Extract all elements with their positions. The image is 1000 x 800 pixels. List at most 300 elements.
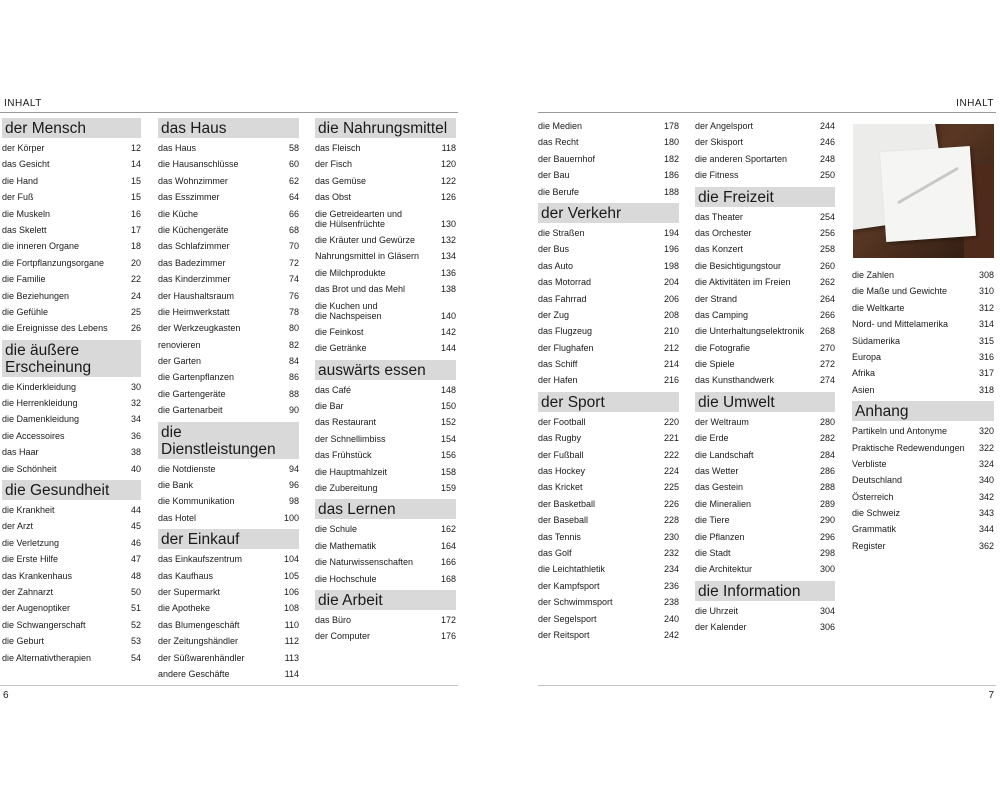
entry-page: 274: [819, 375, 835, 386]
toc-entry: [158, 620, 299, 630]
toc-entry: [158, 571, 299, 581]
toc-entry: [695, 154, 835, 164]
section-title: der Mensch: [2, 118, 141, 138]
toc-entry: [158, 513, 299, 523]
entry-page: 66: [288, 208, 299, 219]
entry-label: das Hockey: [538, 466, 586, 477]
toc-entry: [315, 631, 456, 641]
entry-page: 248: [819, 153, 835, 164]
entry-page: 22: [130, 274, 141, 285]
toc-entry: [852, 270, 994, 280]
entry-page: 310: [978, 286, 994, 297]
toc-entry: [538, 294, 679, 304]
entry-page: 113: [284, 652, 299, 663]
toc-entry: [852, 319, 994, 329]
entry-label: die Straßen: [538, 227, 585, 238]
entry-page: 186: [663, 170, 679, 181]
entry-label: der Zug: [538, 309, 570, 320]
entry-label: die Getränke: [315, 343, 367, 354]
entry-label: der Haushaltsraum: [158, 290, 235, 301]
entry-page: 280: [819, 416, 835, 427]
entry-page: 238: [663, 597, 679, 608]
toc-section: [158, 422, 299, 523]
toc-entry: [315, 385, 456, 395]
entry-page: 90: [288, 405, 299, 416]
entry-label: die Accessoires: [2, 430, 65, 441]
entry-label: der Weltraum: [695, 416, 749, 427]
toc-entry: [852, 352, 994, 362]
toc-section: [158, 529, 299, 679]
entry-page: 62: [288, 175, 299, 186]
entry-page: 134: [440, 251, 456, 262]
entry-label: das Wohnzimmer: [158, 175, 228, 186]
entry-page: 104: [283, 554, 299, 565]
entry-page: 230: [663, 531, 679, 542]
entry-page: 198: [663, 260, 679, 271]
toc-entry: [538, 228, 679, 238]
toc-section: [695, 392, 835, 575]
entry-page: 30: [130, 381, 141, 392]
entry-label: das Haar: [2, 447, 39, 458]
toc-entry: [538, 375, 679, 385]
toc-entry: [538, 170, 679, 180]
toc-entry: [695, 515, 835, 525]
entry-label: die Bar: [315, 401, 344, 412]
toc-entry: [158, 323, 299, 333]
entry-page: 138: [440, 284, 456, 295]
entry-label: der Segelsport: [538, 613, 597, 624]
entry-page: 180: [663, 137, 679, 148]
toc-entry: [852, 336, 994, 346]
entry-page: 53: [130, 636, 141, 647]
entry-page: 254: [819, 211, 835, 222]
toc-entry: [695, 326, 835, 336]
entry-page: 264: [819, 293, 835, 304]
toc-entry: [315, 251, 456, 261]
entry-label: das Krankenhaus: [2, 570, 73, 581]
toc-entry: [2, 398, 141, 408]
toc-entry: [315, 450, 456, 460]
entry-label: Nahrungsmittel in Gläsern: [315, 251, 420, 262]
entry-label: die Krankheit: [2, 505, 55, 516]
entry-page: 226: [663, 498, 679, 509]
entry-page: 142: [440, 326, 456, 337]
entry-label: die Küchengeräte: [158, 224, 229, 235]
entry-label: die Architektur: [695, 564, 753, 575]
entry-label: das Frühstück: [315, 450, 372, 461]
toc-entry: [695, 212, 835, 222]
toc-entry: [538, 343, 679, 353]
entry-label: die Zahlen: [852, 270, 895, 280]
entry-page: 306: [819, 622, 835, 633]
entry-label: die Küche: [158, 208, 199, 219]
entry-label: die Hausanschlüsse: [158, 159, 239, 170]
entry-page: 70: [288, 241, 299, 252]
entry-page: 40: [130, 463, 141, 474]
entry-label: der Kampfsport: [538, 580, 600, 591]
toc-entry: [538, 466, 679, 476]
toc-entry: [852, 303, 994, 313]
toc-section: [315, 499, 456, 583]
entry-label: der Kalender: [695, 622, 747, 633]
entry-label: das Hotel: [158, 512, 197, 523]
entry-page: 144: [440, 343, 456, 354]
entry-label: der Zeitungshändler: [158, 636, 239, 647]
entry-label: das Camping: [695, 309, 749, 320]
entry-label: der Bau: [538, 170, 570, 181]
footer-rule-left: [0, 685, 458, 686]
entry-page: 136: [440, 267, 456, 278]
entry-label: die Medien: [538, 121, 583, 131]
entry-page: 298: [819, 547, 835, 558]
entry-page: 308: [978, 270, 994, 280]
entry-page: 80: [288, 323, 299, 334]
page-number-left: 6: [3, 690, 9, 701]
toc-section: [852, 270, 994, 395]
toc-entry: [2, 571, 141, 581]
toc-entry: [852, 443, 994, 453]
entry-label: das Schlafzimmer: [158, 241, 230, 252]
section-title: auswärts essen: [315, 360, 456, 380]
entry-label: die Schwangerschaft: [2, 619, 86, 630]
entry-page: 168: [440, 573, 456, 584]
toc-entry: [315, 541, 456, 551]
entry-page: 12: [130, 143, 141, 153]
entry-page: 315: [978, 335, 994, 346]
toc-entry: [315, 301, 456, 321]
entry-label: das Gemüse: [315, 175, 367, 186]
toc-column-2: [158, 118, 299, 685]
entry-label: die Unterhaltungselektronik: [695, 326, 805, 337]
toc-entry: [695, 466, 835, 476]
toc-entry: [158, 241, 299, 251]
toc-entry: [695, 310, 835, 320]
entry-page: 48: [130, 570, 141, 581]
entry-page: 234: [663, 564, 679, 575]
entry-page: 214: [663, 359, 679, 370]
section-title: die Nahrungsmittel: [315, 118, 456, 138]
entry-label: die Beziehungen: [2, 290, 70, 301]
entry-page: 262: [819, 277, 835, 288]
entry-page: 46: [130, 537, 141, 548]
entry-label: die Schweiz: [852, 508, 901, 519]
entry-page: 16: [130, 208, 141, 219]
entry-page: 38: [130, 447, 141, 458]
toc-entry: [852, 524, 994, 534]
toc-entry: [158, 209, 299, 219]
toc-entry: [695, 170, 835, 180]
section-title: die äußere Erscheinung: [2, 340, 141, 377]
entry-page: 362: [978, 540, 994, 551]
toc-entry: [315, 467, 456, 477]
entry-label: der Zahnarzt: [2, 586, 54, 597]
entry-label: die Mathematik: [315, 540, 377, 551]
entry-page: 58: [288, 143, 299, 153]
entry-label: Afrika: [852, 368, 876, 379]
entry-label: das Kaufhaus: [158, 570, 214, 581]
entry-page: 98: [288, 496, 299, 507]
entry-label: Partikeln und Antonyme: [852, 426, 948, 437]
entry-page: 132: [440, 234, 456, 245]
toc-entry: [538, 326, 679, 336]
entry-label: das Tennis: [538, 531, 581, 542]
toc-entry: [852, 286, 994, 296]
entry-label: der Augenoptiker: [2, 603, 71, 614]
entry-label: renovieren: [158, 339, 201, 350]
entry-label: das Flugzeug: [538, 326, 593, 337]
section-title: Anhang: [852, 401, 994, 421]
toc-entry: [695, 375, 835, 385]
entry-label: die Pflanzen: [695, 531, 745, 542]
entry-page: 122: [440, 175, 456, 186]
entry-page: 51: [130, 603, 141, 614]
toc-entry: [158, 356, 299, 366]
entry-label: der Strand: [695, 293, 738, 304]
entry-label: das Motorrad: [538, 277, 592, 288]
toc-entry: [158, 307, 299, 317]
entry-label: das Badezimmer: [158, 257, 226, 268]
entry-page: 60: [288, 159, 299, 170]
entry-page: 100: [283, 512, 299, 523]
entry-page: 120: [440, 159, 456, 170]
toc-entry: [158, 258, 299, 268]
entry-label: die inneren Organe: [2, 241, 80, 252]
entry-label: die Kuchen und die Nachspeisen: [315, 300, 382, 321]
page-number-right: 7: [988, 690, 994, 701]
toc-entry: [538, 277, 679, 287]
entry-page: 106: [283, 586, 299, 597]
entry-label: die Landschaft: [695, 449, 754, 460]
entry-label: das Kricket: [538, 482, 583, 493]
toc-entry: [695, 228, 835, 238]
entry-page: 272: [819, 359, 835, 370]
toc-entry: [695, 294, 835, 304]
toc-entry: [695, 450, 835, 460]
toc-entry: [158, 636, 299, 646]
section-title: das Haus: [158, 118, 299, 138]
header-rule-right: [538, 112, 996, 113]
entry-label: der Reitsport: [538, 629, 590, 640]
toc-entry: [2, 521, 141, 531]
toc-entry: [158, 587, 299, 597]
toc-entry: [695, 277, 835, 287]
entry-page: 208: [663, 309, 679, 320]
toc-entry: [2, 274, 141, 284]
entry-page: 47: [130, 554, 141, 565]
entry-page: 256: [819, 227, 835, 238]
entry-label: die Apotheke: [158, 603, 211, 614]
toc-entry: [2, 143, 141, 153]
toc-entry: [315, 401, 456, 411]
toc-entry: [315, 483, 456, 493]
toc-entry: [315, 557, 456, 567]
entry-label: Deutschland: [852, 475, 903, 486]
entry-page: 270: [819, 342, 835, 353]
toc-entry: [158, 480, 299, 490]
toc-entry: [695, 499, 835, 509]
toc-entry: [538, 630, 679, 640]
entry-label: die Feinkost: [315, 326, 364, 337]
entry-label: die Leichtathletik: [538, 564, 606, 575]
entry-label: der Fisch: [315, 159, 353, 170]
entry-label: Grammatik: [852, 524, 897, 535]
entry-label: das Kunsthandwerk: [695, 375, 775, 386]
toc-entry: [538, 532, 679, 542]
entry-label: die Gartenarbeit: [158, 405, 223, 416]
entry-label: die Heimwerkstatt: [158, 306, 230, 317]
entry-label: die Fortpflanzungsorgane: [2, 257, 105, 268]
toc-entry: [2, 636, 141, 646]
entry-label: Register: [852, 540, 886, 551]
toc-entry: [158, 159, 299, 169]
entry-label: das Rugby: [538, 433, 582, 444]
toc-section: [315, 118, 456, 353]
entry-label: der Garten: [158, 356, 202, 367]
header-left-label: INHALT: [4, 98, 42, 109]
toc-entry: [158, 464, 299, 474]
toc-entry: [538, 310, 679, 320]
entry-page: 266: [819, 309, 835, 320]
entry-page: 86: [288, 372, 299, 383]
entry-page: 290: [819, 515, 835, 526]
entry-page: 25: [130, 306, 141, 317]
entry-label: das Fleisch: [315, 143, 361, 153]
toc-entry: [2, 225, 141, 235]
entry-page: 242: [663, 629, 679, 640]
entry-label: das Haus: [158, 143, 197, 153]
header-right-label: INHALT: [956, 98, 994, 109]
toc-entry: [538, 261, 679, 271]
section-title: die Umwelt: [695, 392, 835, 412]
toc-entry: [315, 417, 456, 427]
entry-label: das Orchester: [695, 227, 752, 238]
entry-label: die Maße und Gewichte: [852, 286, 948, 297]
toc-entry: [538, 137, 679, 147]
toc-entry: [2, 447, 141, 457]
footer-rule-right: [538, 685, 996, 686]
toc-entry: [538, 359, 679, 369]
entry-label: die Getreidearten und die Hülsenfrüchte: [315, 208, 403, 229]
toc-entry: [538, 499, 679, 509]
toc-entry: [695, 121, 835, 131]
entry-page: 210: [663, 326, 679, 337]
toc-entry: [2, 653, 141, 663]
toc-entry: [695, 433, 835, 443]
toc-entry: [2, 505, 141, 515]
entry-page: 343: [978, 508, 994, 519]
toc-entry: [538, 244, 679, 254]
entry-label: die Damenkleidung: [2, 414, 80, 425]
entry-label: die Stadt: [695, 547, 731, 558]
toc-entry: [158, 554, 299, 564]
entry-label: die Kommunikation: [158, 496, 235, 507]
toc-entry: [2, 554, 141, 564]
entry-page: 236: [663, 580, 679, 591]
entry-label: die Uhrzeit: [695, 605, 739, 616]
entry-page: 206: [663, 293, 679, 304]
entry-page: 318: [978, 384, 994, 395]
entry-page: 340: [978, 475, 994, 486]
section-title: die Gesundheit: [2, 480, 141, 500]
entry-label: die Milchprodukte: [315, 267, 386, 278]
entry-label: die Hauptmahlzeit: [315, 466, 388, 477]
entry-label: der Baseball: [538, 515, 589, 526]
entry-label: das Gesicht: [2, 159, 50, 170]
toc-entry: [315, 434, 456, 444]
toc-entry: [852, 492, 994, 502]
entry-label: der Computer: [315, 631, 371, 642]
toc-entry: [2, 159, 141, 169]
toc-entry: [2, 431, 141, 441]
toc-entry: [2, 538, 141, 548]
entry-label: die Kräuter und Gewürze: [315, 234, 416, 245]
toc-entry: [2, 464, 141, 474]
toc-entry: [2, 291, 141, 301]
toc-entry: [158, 372, 299, 382]
desk-photo-icon: [853, 124, 994, 258]
toc-entry: [2, 323, 141, 333]
entry-page: 222: [663, 449, 679, 460]
toc-entry: [315, 268, 456, 278]
entry-page: 286: [819, 466, 835, 477]
toc-column-5: [695, 121, 835, 639]
toc-entry: [158, 340, 299, 350]
toc-entry: [315, 574, 456, 584]
entry-page: 150: [440, 401, 456, 412]
toc-entry: [315, 143, 456, 153]
entry-page: 156: [440, 450, 456, 461]
toc-entry: [538, 121, 679, 131]
toc-entry: [852, 426, 994, 436]
toc-entry: [2, 603, 141, 613]
section-title: der Einkauf: [158, 529, 299, 549]
entry-page: 284: [819, 449, 835, 460]
section-title: die Dienstleistungen: [158, 422, 299, 459]
toc-entry: [695, 137, 835, 147]
entry-page: 32: [130, 398, 141, 409]
toc-entry: [852, 368, 994, 378]
entry-page: 300: [819, 564, 835, 575]
entry-page: 52: [130, 619, 141, 630]
toc-entry: [695, 244, 835, 254]
toc-section: [2, 118, 141, 333]
toc-entry: [2, 414, 141, 424]
entry-page: 282: [819, 433, 835, 444]
toc-entry: [2, 587, 141, 597]
section-title: die Arbeit: [315, 590, 456, 610]
toc-entry: [538, 450, 679, 460]
entry-page: 176: [440, 631, 456, 642]
entry-page: 228: [663, 515, 679, 526]
section-title: die Information: [695, 581, 835, 601]
entry-page: 250: [819, 170, 835, 181]
entry-page: 182: [663, 153, 679, 164]
entry-page: 105: [283, 570, 299, 581]
entry-label: Praktische Redewendungen: [852, 442, 965, 453]
entry-page: 324: [978, 458, 994, 469]
entry-label: das Büro: [315, 614, 352, 625]
entry-label: Nord- und Mittelamerika: [852, 319, 949, 330]
entry-page: 260: [819, 260, 835, 271]
toc-entry: [538, 515, 679, 525]
section-title: das Lernen: [315, 499, 456, 519]
section-title: der Sport: [538, 392, 679, 412]
toc-entry: [695, 343, 835, 353]
toc-entry: [158, 653, 299, 663]
entry-page: 188: [663, 186, 679, 197]
toc-entry: [158, 389, 299, 399]
entry-page: 34: [130, 414, 141, 425]
